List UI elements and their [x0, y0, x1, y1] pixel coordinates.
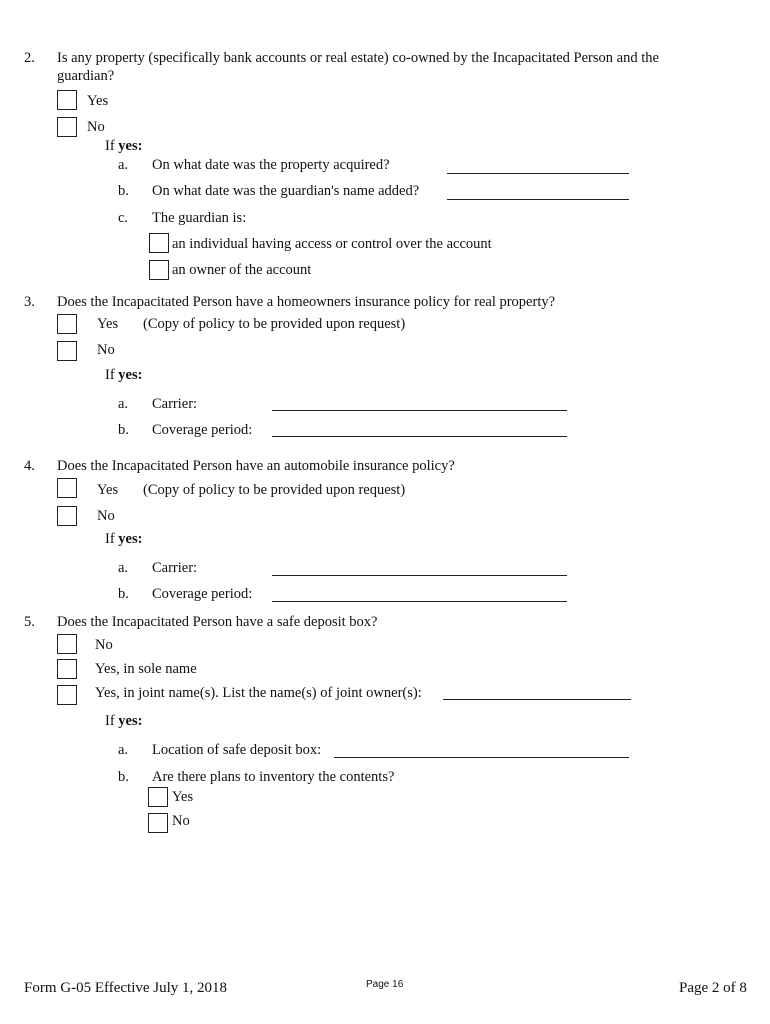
q2-a-date-field[interactable]	[447, 173, 629, 174]
if-bold: yes:	[118, 367, 143, 383]
footer-form-id: Form G-05 Effective July 1, 2018	[24, 980, 228, 996]
q5-question: Does the Incapacitated Person have a safe deposit box?	[57, 614, 378, 630]
q2-question-line2: guardian?	[57, 68, 115, 84]
if-prefix: If	[105, 713, 119, 729]
q3-b-letter: b.	[118, 422, 129, 438]
q4-a-letter: a.	[118, 560, 129, 576]
q5-sole-checkbox[interactable]	[57, 659, 77, 679]
q5-a-letter: a.	[118, 742, 129, 758]
q5-b-no-checkbox[interactable]	[148, 813, 168, 833]
footer-page-of: Page 2 of 8	[679, 980, 747, 996]
q4-coverage-field[interactable]	[272, 601, 567, 602]
q5-no-checkbox[interactable]	[57, 634, 77, 654]
q3-no-checkbox[interactable]	[57, 341, 77, 361]
q5-no-label: No	[95, 637, 113, 653]
q5-if-yes	[105, 713, 142, 730]
q4-yes-checkbox[interactable]	[57, 478, 77, 498]
q5-joint-owners-field[interactable]	[443, 699, 631, 700]
q5-b-yes-checkbox[interactable]	[148, 787, 168, 807]
q3-if-yes	[105, 367, 142, 384]
q5-joint-checkbox[interactable]	[57, 685, 77, 705]
q2-question-line1: Is any property (specifically bank accounts or real estate) co-owned by the Incapacitated Person and the	[57, 50, 659, 66]
q5-b-text: Are there plans to inventory the contents?	[152, 769, 395, 785]
q4-no-checkbox[interactable]	[57, 506, 77, 526]
q3-yes-checkbox[interactable]	[57, 314, 77, 334]
q4-question: Does the Incapacitated Person have an automobile insurance policy?	[57, 458, 455, 474]
q5-a-text: Location of safe deposit box:	[152, 742, 322, 758]
q4-carrier-field[interactable]	[272, 575, 567, 576]
q5-joint-label: Yes, in joint name(s). List the name(s) of joint owner(s):	[95, 685, 422, 701]
q3-yes-note: (Copy of policy to be provided upon request)	[143, 316, 406, 332]
q5-b-letter: b.	[118, 769, 129, 785]
q4-b-letter: b.	[118, 586, 129, 602]
if-prefix: If	[105, 138, 119, 154]
q2-a-letter: a.	[118, 157, 129, 173]
q3-a-letter: a.	[118, 396, 129, 412]
q3-number: 3.	[24, 294, 35, 310]
q2-yes-checkbox[interactable]	[57, 90, 77, 110]
footer-page-stamp: Page 16	[366, 979, 404, 990]
q2-yes-label: Yes	[87, 93, 109, 109]
q3-a-text: Carrier:	[152, 396, 198, 412]
q4-b-text: Coverage period:	[152, 586, 253, 602]
q4-number: 4.	[24, 458, 35, 474]
q2-b-text: On what date was the guardian's name added?	[152, 183, 420, 199]
q5-b-yes-label: Yes	[172, 789, 194, 805]
q2-c-opt2-label: an owner of the account	[172, 262, 312, 278]
if-bold: yes:	[118, 713, 143, 729]
q5-location-field[interactable]	[334, 757, 629, 758]
q3-carrier-field[interactable]	[272, 410, 567, 411]
q4-yes-label: Yes	[97, 482, 119, 498]
q4-no-label: No	[97, 508, 115, 524]
q2-a-text: On what date was the property acquired?	[152, 157, 390, 173]
q4-if-yes	[105, 531, 142, 548]
q2-b-letter: b.	[118, 183, 129, 199]
q3-yes-label: Yes	[97, 316, 119, 332]
q4-a-text: Carrier:	[152, 560, 198, 576]
if-bold: yes:	[118, 138, 143, 154]
q5-number: 5.	[24, 614, 35, 630]
q2-c-text: The guardian is:	[152, 210, 247, 226]
q2-no-checkbox[interactable]	[57, 117, 77, 137]
q2-b-date-field[interactable]	[447, 199, 629, 200]
if-bold: yes:	[118, 531, 143, 547]
q2-no-label: No	[87, 119, 105, 135]
q2-c-opt1-label: an individual having access or control over the account	[172, 236, 492, 252]
if-prefix: If	[105, 367, 119, 383]
q2-if-yes	[105, 138, 142, 155]
q2-c-opt2-checkbox[interactable]	[149, 260, 169, 280]
q3-question: Does the Incapacitated Person have a homeowners insurance policy for real property?	[57, 294, 556, 310]
q2-c-opt1-checkbox[interactable]	[149, 233, 169, 253]
q2-number: 2.	[24, 50, 35, 66]
q3-no-label: No	[97, 342, 115, 358]
q4-yes-note: (Copy of policy to be provided upon request)	[143, 482, 406, 498]
if-prefix: If	[105, 531, 119, 547]
q3-b-text: Coverage period:	[152, 422, 253, 438]
q5-b-no-label: No	[172, 813, 190, 829]
q5-sole-label: Yes, in sole name	[95, 661, 197, 677]
q2-c-letter: c.	[118, 210, 129, 226]
q3-coverage-field[interactable]	[272, 436, 567, 437]
